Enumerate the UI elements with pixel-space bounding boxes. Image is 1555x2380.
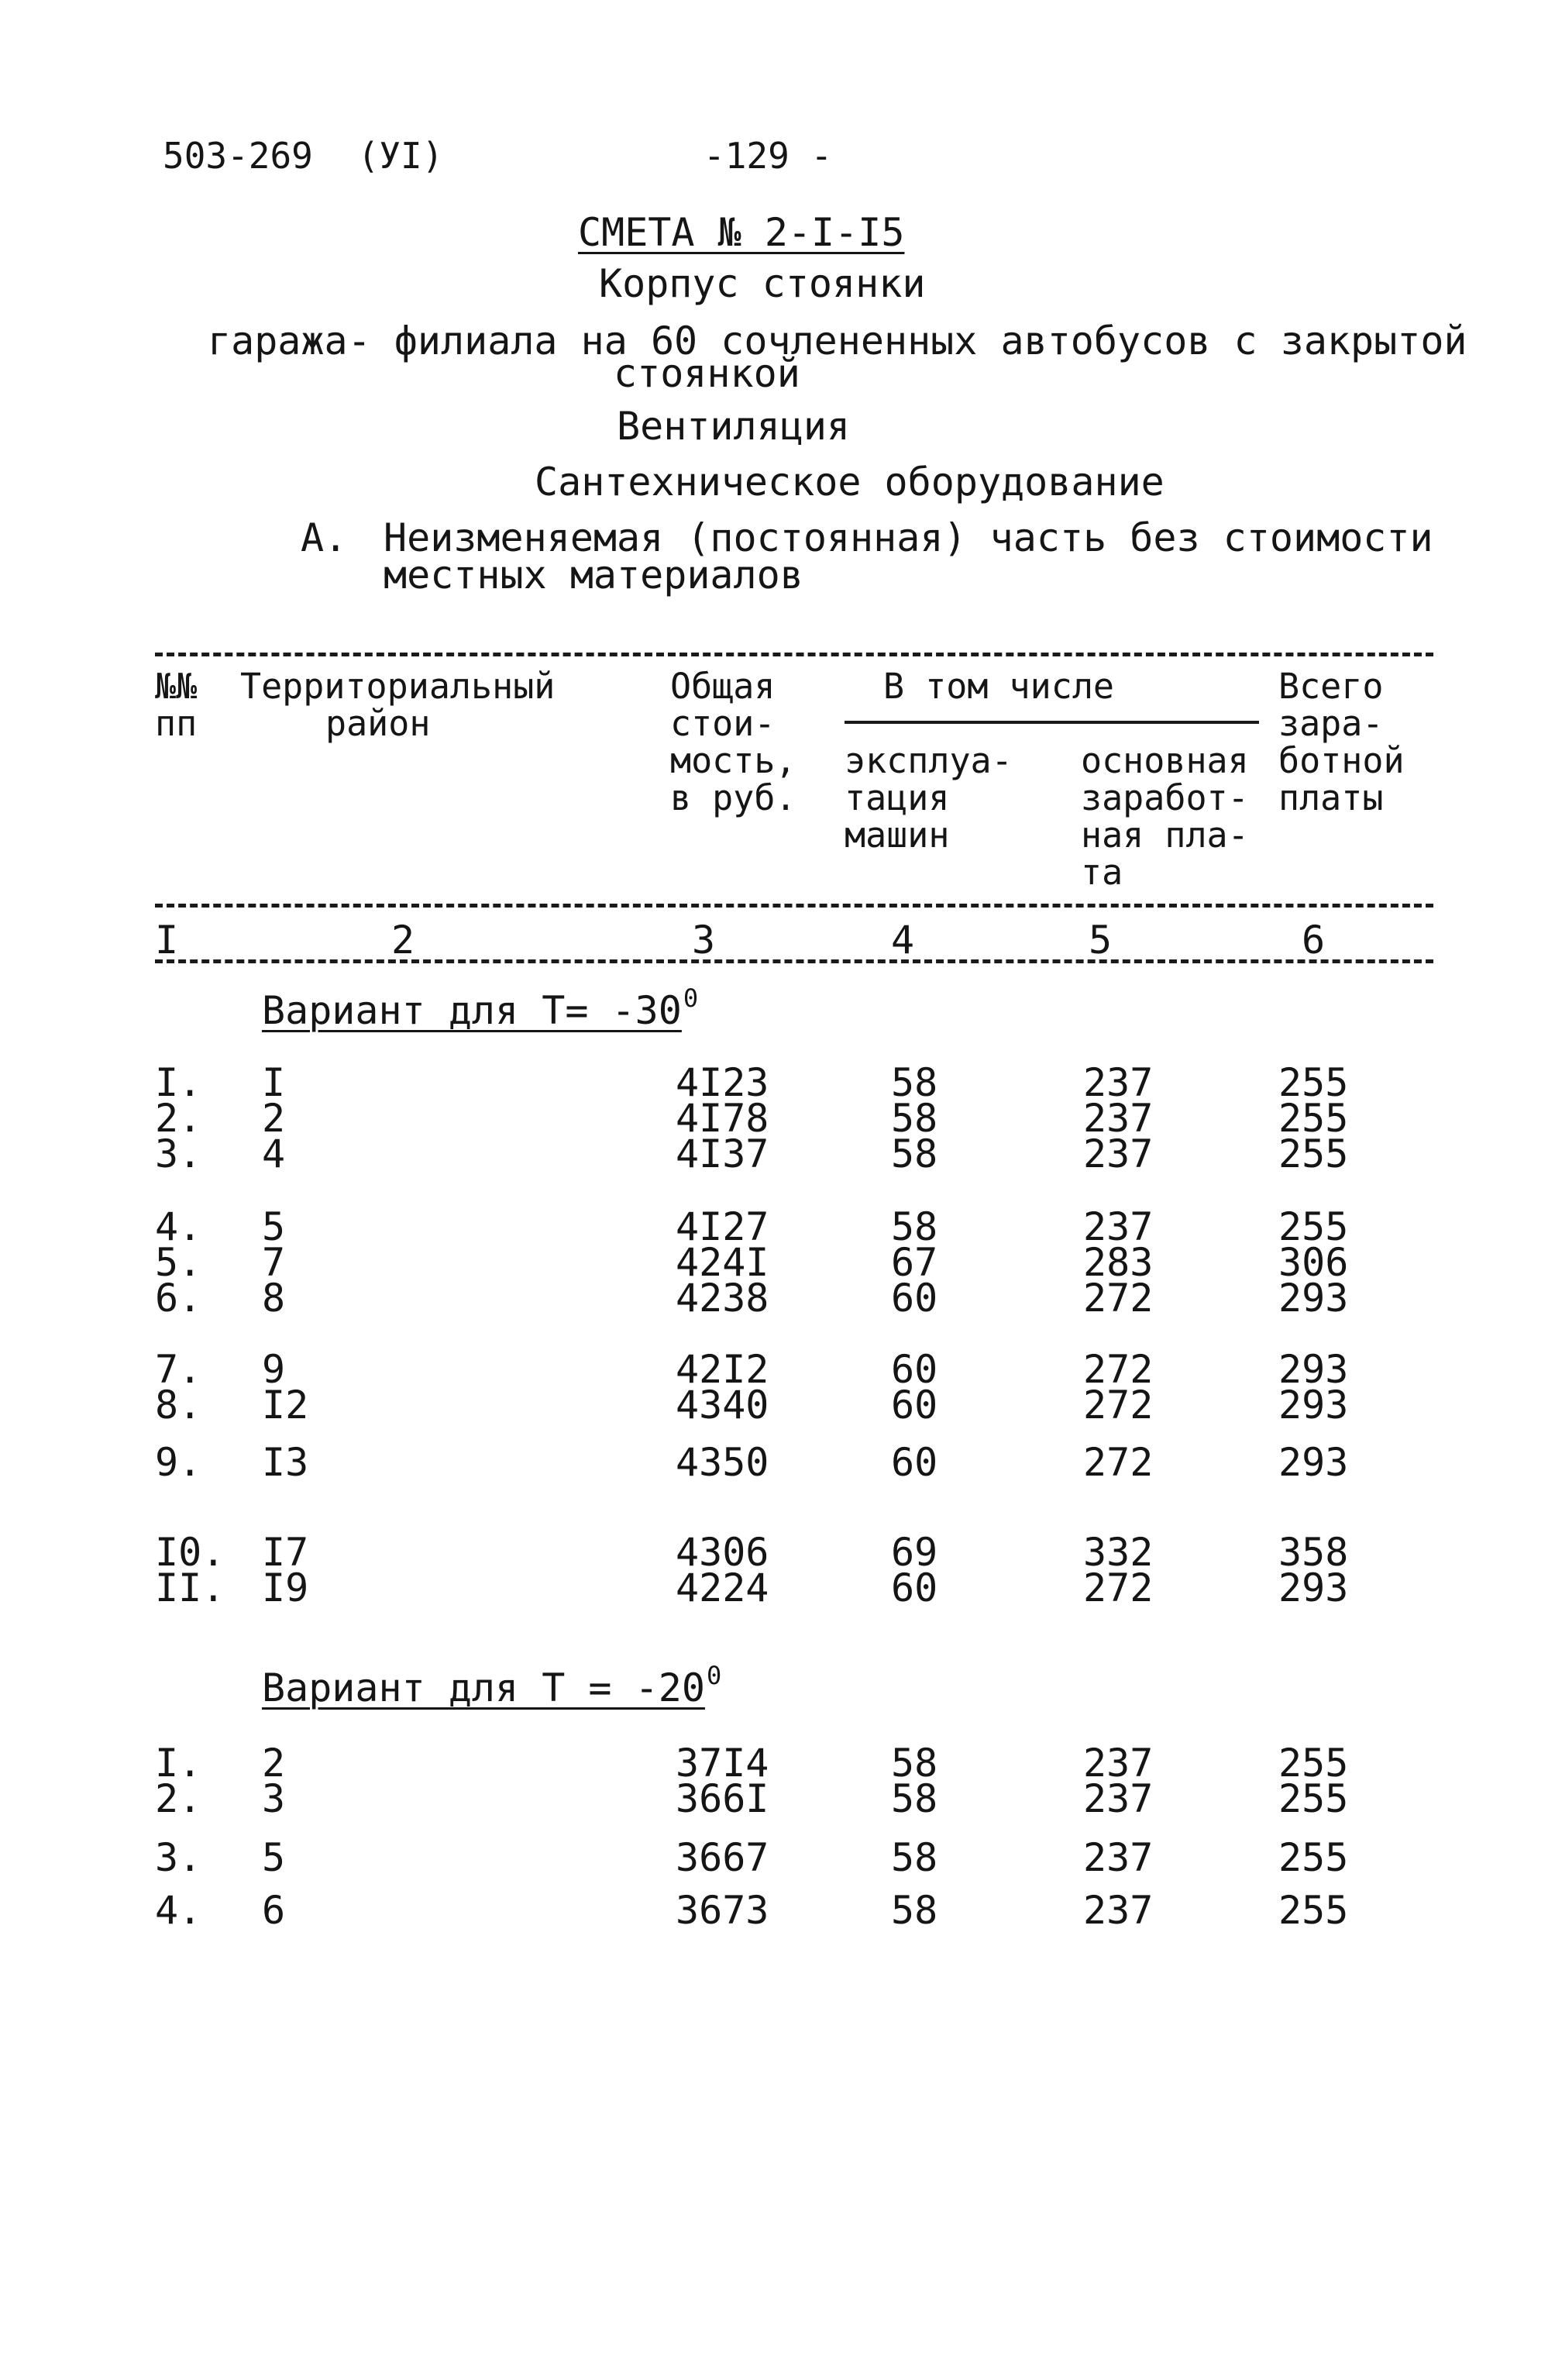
column-numbers-rule [155,959,1433,963]
row-wages: 272 [1083,1440,1154,1485]
row-number: 5. [155,1240,202,1285]
row-wages: 237 [1083,1888,1154,1933]
header-machines-line: машин [845,815,950,856]
header-total-line: в руб. [670,777,796,818]
column-number: 6 [1302,918,1326,963]
row-number: 9. [155,1440,202,1485]
document-code-number: 503-269 [163,135,313,177]
row-number: 7. [155,1347,202,1392]
row-wages: 272 [1083,1383,1154,1428]
row-wages: 283 [1083,1240,1154,1285]
row-machines: 58 [891,1096,938,1141]
header-all-wages-line: ботной [1278,740,1405,781]
row-all-wages: 255 [1278,1131,1349,1176]
row-all-wages: 255 [1278,1060,1349,1105]
row-number: I. [155,1060,202,1105]
row-region: 5 [262,1835,286,1880]
row-number: I0. [155,1530,225,1575]
header-all-wages-line: платы [1278,777,1384,818]
row-machines: 67 [891,1240,938,1285]
header-region-line: Территориальный [240,666,556,707]
header-region [240,668,555,742]
row-total-cost: 4340 [676,1383,769,1428]
variant-1-degree: 0 [683,983,699,1013]
row-number: I. [155,1741,202,1786]
row-wages: 237 [1083,1060,1154,1105]
row-region: 8 [262,1276,286,1321]
row-region: I3 [262,1440,309,1485]
row-region: 3 [262,1776,286,1821]
header-wages-line: основная [1081,740,1249,781]
row-all-wages: 306 [1278,1240,1349,1285]
row-total-cost: 3667 [676,1835,769,1880]
variant-2-label [262,1661,722,1714]
row-machines: 60 [891,1347,938,1392]
row-total-cost: 42I2 [676,1347,769,1392]
row-machines: 58 [891,1204,938,1249]
header-num-line: №№ [155,666,198,707]
header-total-line: стои- [670,703,776,744]
header-total-cost [670,668,796,817]
row-machines: 60 [891,1383,938,1428]
row-wages: 237 [1083,1835,1154,1880]
header-num [155,668,197,742]
row-machines: 58 [891,1776,938,1821]
row-total-cost: 4I27 [676,1204,769,1249]
row-all-wages: 293 [1278,1565,1349,1610]
document-code [163,135,444,177]
column-number: I [155,918,179,963]
row-all-wages: 255 [1278,1741,1349,1786]
section-title: Вентиляция [617,404,851,449]
row-total-cost: 4306 [676,1530,769,1575]
row-wages: 237 [1083,1741,1154,1786]
row-all-wages: 293 [1278,1276,1349,1321]
row-total-cost: 3673 [676,1888,769,1933]
header-machines-line: эксплуа- [845,740,1013,781]
part-title-line-2: местных материалов [384,553,803,598]
header-num-line: пп [155,703,198,744]
table-top-rule [155,653,1433,656]
row-machines: 60 [891,1565,938,1610]
row-region: 2 [262,1096,286,1141]
header-machines [845,742,1013,854]
row-machines: 58 [891,1060,938,1105]
row-number: II. [155,1565,225,1610]
row-region: I9 [262,1565,309,1610]
column-number: 2 [391,918,415,963]
row-all-wages: 293 [1278,1347,1349,1392]
row-machines: 58 [891,1131,938,1176]
document-code-suffix: (УI) [357,135,444,177]
variant-1-label [262,983,699,1037]
row-region: 9 [262,1347,286,1392]
row-number: 2. [155,1776,202,1821]
row-number: 2. [155,1096,202,1141]
row-total-cost: 4I23 [676,1060,769,1105]
row-region: I [262,1060,286,1105]
row-region: 6 [262,1888,286,1933]
row-machines: 69 [891,1530,938,1575]
header-wages-line: та [1081,852,1123,893]
row-region: I2 [262,1383,309,1428]
header-all-wages [1278,668,1405,817]
variant-2-label-text: Вариант для Т = -20 [262,1665,705,1710]
variant-2-degree: 0 [706,1661,722,1690]
row-wages: 237 [1083,1096,1154,1141]
header-total-line: мость, [670,740,796,781]
header-wages-line: ная пла- [1081,815,1249,856]
row-region: 7 [262,1240,286,1285]
row-wages: 272 [1083,1276,1154,1321]
estimate-title: СМЕТА № 2-I-I5 [578,210,905,255]
row-machines: 58 [891,1835,938,1880]
row-number: 4. [155,1888,202,1933]
column-number: 3 [692,918,716,963]
row-machines: 60 [891,1440,938,1485]
row-total-cost: 424I [676,1240,769,1285]
column-number: 4 [891,918,915,963]
header-region-line: район [325,703,431,744]
row-all-wages: 293 [1278,1440,1349,1485]
row-all-wages: 255 [1278,1776,1349,1821]
header-machines-line: тация [845,777,950,818]
row-wages: 272 [1083,1347,1154,1392]
row-wages: 272 [1083,1565,1154,1610]
row-total-cost: 4224 [676,1565,769,1610]
row-all-wages: 255 [1278,1835,1349,1880]
row-total-cost: 4I37 [676,1131,769,1176]
header-including-rule [845,721,1259,724]
row-total-cost: 37I4 [676,1741,769,1786]
row-wages: 237 [1083,1204,1154,1249]
header-wages-line: заработ- [1081,777,1249,818]
page-number: -129 - [704,135,833,177]
variant-1-label-text: Вариант для Т= -30 [262,988,682,1033]
row-total-cost: 4238 [676,1276,769,1321]
row-region: 2 [262,1741,286,1786]
header-all-wages-line: Всего [1278,666,1384,707]
row-region: 4 [262,1131,286,1176]
row-total-cost: 4I78 [676,1096,769,1141]
row-machines: 60 [891,1276,938,1321]
row-total-cost: 4350 [676,1440,769,1485]
row-wages: 237 [1083,1776,1154,1821]
row-wages: 237 [1083,1131,1154,1176]
title-line-1: Корпус стоянки [599,261,926,306]
row-number: 8. [155,1383,202,1428]
title-line-3: стоянкой [614,351,800,396]
row-all-wages: 358 [1278,1530,1349,1575]
row-all-wages: 255 [1278,1888,1349,1933]
header-bottom-rule [155,904,1433,908]
row-number: 3. [155,1131,202,1176]
header-total-line: Общая [670,666,776,707]
row-machines: 58 [891,1888,938,1933]
row-machines: 58 [891,1741,938,1786]
header-all-wages-line: зара- [1278,703,1384,744]
header-wages [1081,742,1249,891]
row-total-cost: 366I [676,1776,769,1821]
row-number: 3. [155,1835,202,1880]
row-number: 6. [155,1276,202,1321]
header-including: В том числе [883,666,1115,707]
part-letter: А. [301,515,348,560]
column-number: 5 [1089,918,1113,963]
row-region: 5 [262,1204,286,1249]
row-number: 4. [155,1204,202,1249]
subsection-title: Сантехническое оборудование [535,460,1165,505]
row-all-wages: 255 [1278,1204,1349,1249]
title-line-2: гаража- филиала на 60 сочлененных автобусов с закрытой [208,319,1467,363]
row-all-wages: 293 [1278,1383,1349,1428]
part-title-line-1: Неизменяемая (постоянная) часть без стоимости [384,515,1433,560]
row-all-wages: 255 [1278,1096,1349,1141]
row-wages: 332 [1083,1530,1154,1575]
row-region: I7 [262,1530,309,1575]
